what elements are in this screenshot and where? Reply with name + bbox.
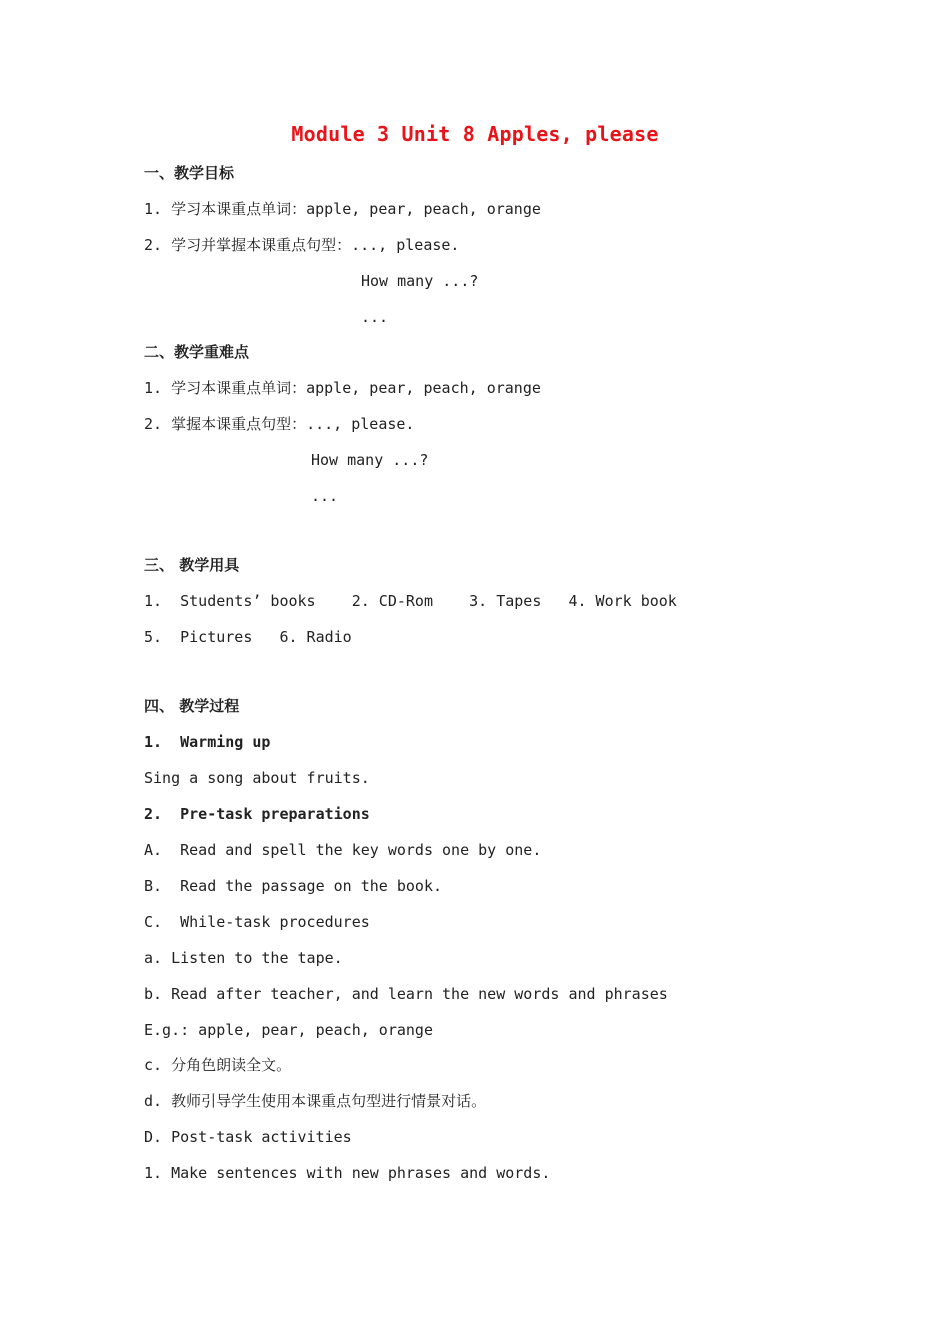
document-title: Module 3 Unit 8 Apples, please [291, 122, 659, 146]
step-item-b-lower: b. Read after teacher, and learn the new words and phrases [144, 985, 668, 1003]
section-heading-key-points: 二、教学重难点 [144, 343, 250, 361]
step-item-d-lower: d. 教师引导学生使用本课重点句型进行情景对话。 [144, 1092, 487, 1110]
objective-item-2-line-2: How many ...? [361, 272, 479, 290]
step-1-heading: 1. Warming up [144, 733, 271, 751]
teaching-aids-line-2: 5. Pictures 6. Radio [144, 628, 352, 646]
step-item-c-upper: C. While-task procedures [144, 913, 370, 931]
step-2-heading: 2. Pre-task preparations [144, 805, 370, 823]
step-item-c-lower: c. 分角色朗读全文。 [144, 1056, 292, 1074]
key-point-item-2-line-2: How many ...? [311, 451, 429, 469]
step-item-d-upper: D. Post-task activities [144, 1128, 352, 1146]
section-heading-teaching-process: 四、 教学过程 [144, 697, 240, 715]
step-item-a-lower: a. Listen to the tape. [144, 949, 343, 967]
objective-item-1: 1. 学习本课重点单词：apple, pear, peach, orange [144, 200, 541, 218]
objective-item-2-line-3: ... [361, 308, 389, 326]
key-point-item-1: 1. 学习本课重点单词：apple, pear, peach, orange [144, 379, 541, 397]
key-point-item-2: 2. 掌握本课重点句型：..., please. [144, 415, 415, 433]
example-words: E.g.: apple, pear, peach, orange [144, 1021, 433, 1039]
post-task-item-1: 1. Make sentences with new phrases and words. [144, 1164, 551, 1182]
section-heading-teaching-aids: 三、 教学用具 [144, 556, 240, 574]
step-1-text: Sing a song about fruits. [144, 769, 370, 787]
section-heading-objectives: 一、教学目标 [144, 164, 235, 182]
key-point-item-2-line-3: ... [311, 487, 339, 505]
objective-item-2: 2. 学习并掌握本课重点句型：..., please. [144, 236, 460, 254]
teaching-aids-line-1: 1. Students’ books 2. CD-Rom 3. Tapes 4. Work book [144, 592, 677, 610]
step-item-b-upper: B. Read the passage on the book. [144, 877, 443, 895]
step-item-a-upper: A. Read and spell the key words one by one. [144, 841, 542, 859]
